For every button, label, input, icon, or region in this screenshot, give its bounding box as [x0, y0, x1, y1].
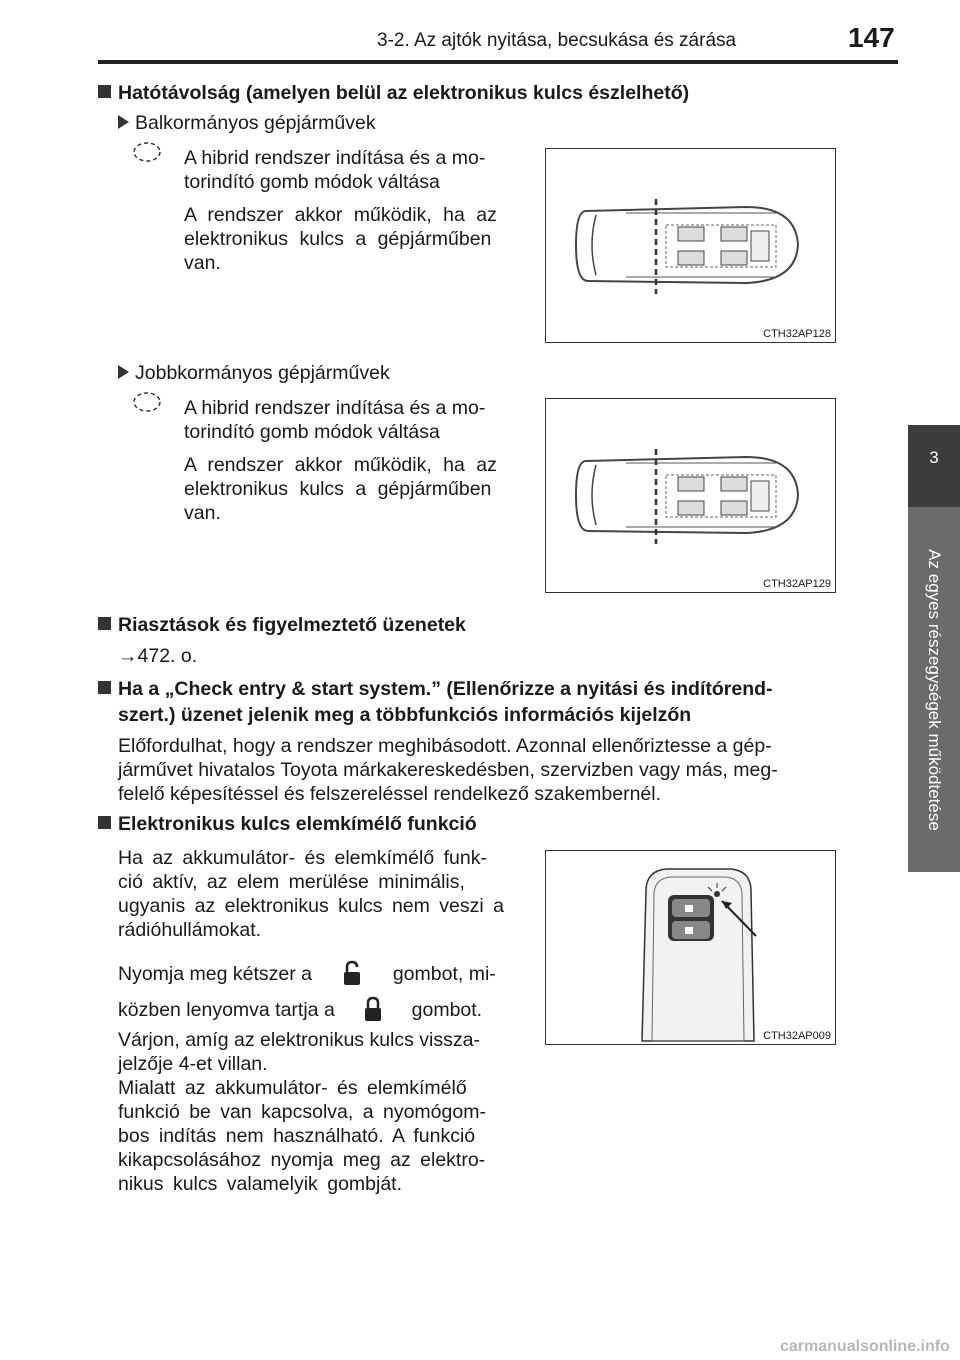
bullet-square-icon [98, 681, 111, 694]
lhd-subheading: Balkormányos gépjárművek [118, 112, 376, 135]
chapter-title: Az egyes részegységek működtetése [925, 549, 944, 831]
rhd-car-range-figure [545, 398, 836, 593]
car-top-view-illustration [546, 399, 834, 591]
header-section-title: 3-2. Az ajtók nyitása, becsukása és zárása [377, 30, 737, 51]
triangle-bullet-icon [118, 365, 129, 379]
battery-saving-heading: Elektronikus kulcs elemkímélő funkció [98, 813, 477, 836]
electronic-key-figure [545, 850, 836, 1045]
check-entry-heading: Ha a „Check entry & start system.” (Ellenőrizze a nyitási és indítórend- szert.) üzenet jelenik meg a többfunkciós információs kijelzőn [98, 676, 858, 728]
battery-saving-step-line2: közben lenyomva tartja a gombot. [118, 996, 518, 1022]
header-divider [98, 60, 898, 64]
rhd-subheading: Jobbkormányos gépjárművek [118, 362, 390, 385]
dashed-range-icon [132, 141, 162, 163]
figure-code: CTH32AP129 [763, 578, 831, 590]
battery-saving-note: Mialatt az akkumulátor- és elemkímélő funkció be van kapcsolva, a nyomógom- bos indítás nem használható. A funkció kikapcsolásához nyomja meg az elektro- nikus kulcs valamelyik gombját. [118, 1077, 486, 1195]
triangle-bullet-icon [118, 115, 129, 129]
battery-saving-step-line1: Nyomja meg kétszer a gombot, mi- [118, 960, 518, 986]
alarms-heading: Riasztások és figyelmeztető üzenetek [98, 614, 466, 637]
lhd-mode-text: A hibrid rendszer indítása és a mo- torindító gomb módok váltása [184, 147, 486, 193]
figure-code: CTH32AP009 [763, 1030, 831, 1042]
range-heading: Hatótávolság (amelyen belül az elektronikus kulcs észlelhető) [98, 82, 689, 105]
bullet-square-icon [98, 85, 111, 98]
dashed-range-icon [132, 391, 162, 413]
battery-saving-wait: Várjon, amíg az elektronikus kulcs vissza- jelzője 4-et villan. [118, 1029, 480, 1075]
lock-button-icon [364, 996, 382, 1022]
rhd-mode-text: A hibrid rendszer indítása és a mo- torindító gomb módok váltása [184, 397, 486, 443]
rhd-description: A rendszer akkor működik, ha az elektronikus kulcs a gépjárműben van. [184, 454, 497, 524]
lhd-car-range-figure [545, 148, 836, 343]
figure-code: CTH32AP128 [763, 328, 831, 340]
lhd-description: A rendszer akkor működik, ha az elektronikus kulcs a gépjárműben van. [184, 204, 497, 274]
page-number: 147 [848, 22, 895, 53]
electronic-key-illustration [546, 851, 834, 1043]
car-top-view-illustration [546, 149, 834, 341]
battery-saving-intro: Ha az akkumulátor- és elemkímélő funk- ció aktív, az elem merülése minimális, ugyanis az elektronikus kulcs nem veszi a rádióhullámokat. [118, 847, 504, 941]
chapter-number: 3 [929, 448, 939, 467]
alarms-page-reference: →472. o. [118, 645, 198, 667]
bullet-square-icon [98, 816, 111, 829]
watermark: carmanualsonline.info [780, 1338, 950, 1355]
check-entry-body: Előfordulhat, hogy a rendszer meghibásodott. Azonnal ellenőriztesse a gép- járművet hivatalos Toyota márkakereskedésben, szervizben vagy más, meg- felelő képesítéssel és felszereléssel rendelkező szakembernél. [118, 735, 778, 805]
bullet-square-icon [98, 617, 111, 630]
unlock-button-icon [343, 960, 361, 986]
